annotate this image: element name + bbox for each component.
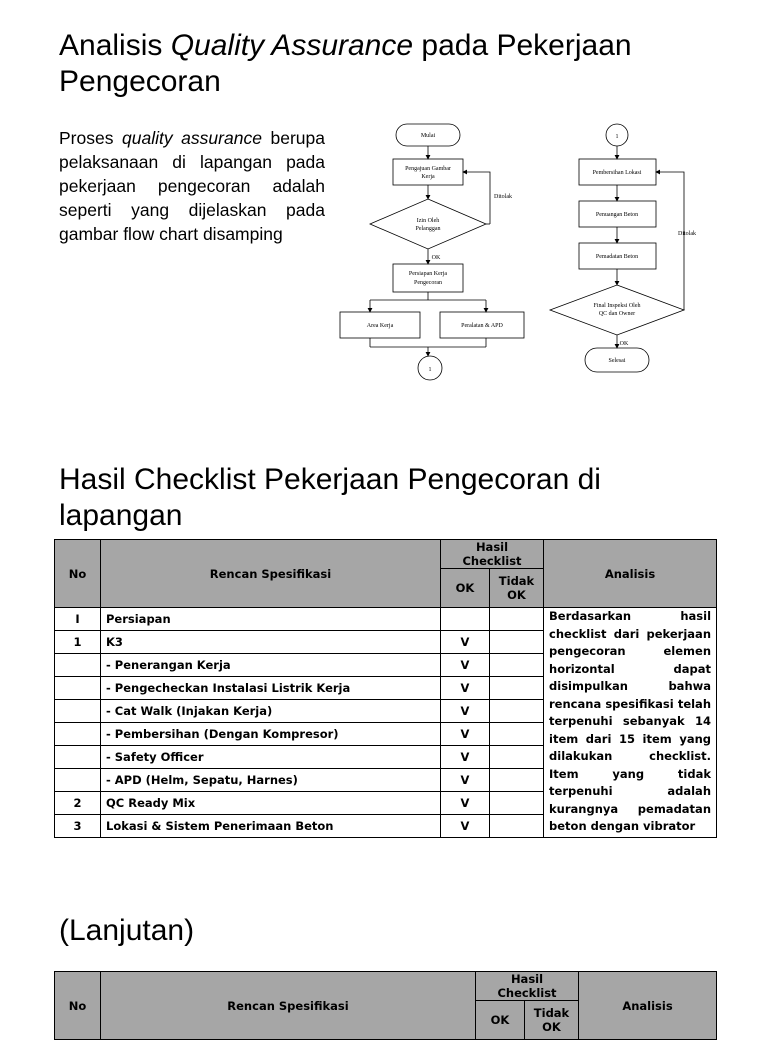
slide1-title [59, 28, 699, 100]
flow-label: Pemadatan Beton [595, 254, 639, 260]
intro-paragraph [59, 126, 325, 246]
flow-decision [550, 285, 684, 335]
header-ok: OK [441, 569, 490, 608]
cell-not-ok [490, 792, 544, 815]
cell-ok [441, 608, 490, 631]
flow-label: Persiapan Kerja [408, 271, 448, 277]
flow-label: OK [619, 341, 629, 347]
cell-spec: - Penerangan Kerja [101, 654, 441, 677]
cell-ok: V [441, 631, 490, 654]
cell-no [55, 677, 101, 700]
intro-text-end: berupa pelaksanaan di lapangan pada pekerjaan pengecoran adalah seperti yang dijelaskan pada gambar flow chart disamping [59, 128, 325, 244]
flow-label: Selesai [608, 358, 626, 364]
checklist-table-continued [54, 971, 717, 1040]
flow-label: Final Inspeksi Oleh [593, 303, 641, 309]
cell-ok: V [441, 746, 490, 769]
flow-label: 1 [428, 367, 432, 373]
title-text-end: pada Pekerjaan Pengecoran [59, 29, 632, 98]
title-italic-text: Quality Assurance [170, 29, 414, 62]
cell-no: 1 [55, 631, 101, 654]
flow-label: Peralatan & APD [461, 323, 503, 329]
slide3-title: (Lanjutan) [59, 914, 195, 947]
title-text: Analisis [59, 29, 171, 62]
cell-ok: V [441, 723, 490, 746]
header-spec: Rencan Spesifikasi [101, 972, 476, 1040]
cell-spec: K3 [101, 631, 441, 654]
cell-no [55, 769, 101, 792]
header-result: Hasil Checklist [441, 540, 544, 569]
cell-ok: V [441, 792, 490, 815]
header-analysis: Analisis [579, 972, 717, 1040]
cell-not-ok [490, 654, 544, 677]
flow-label: Penuangan Beton [595, 212, 639, 218]
header-no: No [55, 972, 101, 1040]
cell-ok: V [441, 769, 490, 792]
flow-label: Area Kerja [366, 323, 394, 329]
cell-not-ok [490, 723, 544, 746]
cell-spec: - Cat Walk (Injakan Kerja) [101, 700, 441, 723]
header-not-ok: Tidak OK [525, 1001, 579, 1040]
header-result: Hasil Checklist [476, 972, 579, 1001]
flow-label: Pembersihan Lokasi [592, 170, 642, 176]
cell-no: I [55, 608, 101, 631]
cell-no [55, 654, 101, 677]
cell-no: 2 [55, 792, 101, 815]
cell-not-ok [490, 608, 544, 631]
cell-no [55, 746, 101, 769]
cell-no [55, 700, 101, 723]
cell-spec: QC Ready Mix [101, 792, 441, 815]
cell-ok: V [441, 700, 490, 723]
cell-analysis: Berdasarkan hasil checklist dari pekerjaan pengecoran elemen horizontal dapat disimpulkan bahwa rencana spesifikasi telah terpenuhi sebanyak 14 item dari 15 item yang dilakukan checklist. Item yang tidak terpenuhi adalah kurangnya pemadatan beton dengan vibrator [544, 608, 717, 838]
cell-ok: V [441, 654, 490, 677]
cell-no: 3 [55, 815, 101, 838]
cell-spec: Lokasi & Sistem Penerimaan Beton [101, 815, 441, 838]
header-spec: Rencan Spesifikasi [101, 540, 441, 608]
header-analysis: Analisis [544, 540, 717, 608]
cell-not-ok [490, 700, 544, 723]
intro-italic-text: quality assurance [122, 128, 262, 148]
cell-spec: - Pembersihan (Dengan Kompresor) [101, 723, 441, 746]
cell-not-ok [490, 815, 544, 838]
flow-label: 1 [615, 134, 619, 140]
cell-not-ok [490, 677, 544, 700]
flow-label: Pelanggan [415, 226, 441, 232]
flow-label: Mulai [420, 133, 436, 139]
header-no: No [55, 540, 101, 608]
cell-ok: V [441, 815, 490, 838]
flow-label: Pengajuan Gambar [405, 166, 451, 172]
cell-spec: - Pengecheckan Instalasi Listrik Kerja [101, 677, 441, 700]
intro-text: Proses [59, 128, 123, 148]
cell-not-ok [490, 769, 544, 792]
flow-label: Izin Oleh [416, 218, 440, 224]
flow-label: Pengecoran [414, 280, 442, 286]
flow-label: Ditolak [494, 194, 512, 200]
cell-not-ok [490, 631, 544, 654]
checklist-table [54, 539, 717, 838]
cell-spec: - Safety Officer [101, 746, 441, 769]
flow-decision [370, 199, 486, 249]
header-ok: OK [476, 1001, 525, 1040]
flow-label: Kerja [421, 174, 435, 180]
cell-no [55, 723, 101, 746]
cell-not-ok [490, 746, 544, 769]
cell-spec: Persiapan [101, 608, 441, 631]
cell-ok: V [441, 677, 490, 700]
flow-step-box [393, 264, 463, 292]
flowchart [338, 115, 700, 387]
table-row [55, 608, 717, 631]
flow-label: QC dan Owner [598, 311, 636, 317]
header-not-ok: Tidak OK [490, 569, 544, 608]
flow-label: Ditolak [678, 231, 696, 237]
slide2-title: Hasil Checklist Pekerjaan Pengecoran di lapangan [59, 463, 601, 532]
flow-step-box [393, 159, 463, 185]
flow-label: OK [431, 255, 441, 261]
cell-spec: - APD (Helm, Sepatu, Harnes) [101, 769, 441, 792]
